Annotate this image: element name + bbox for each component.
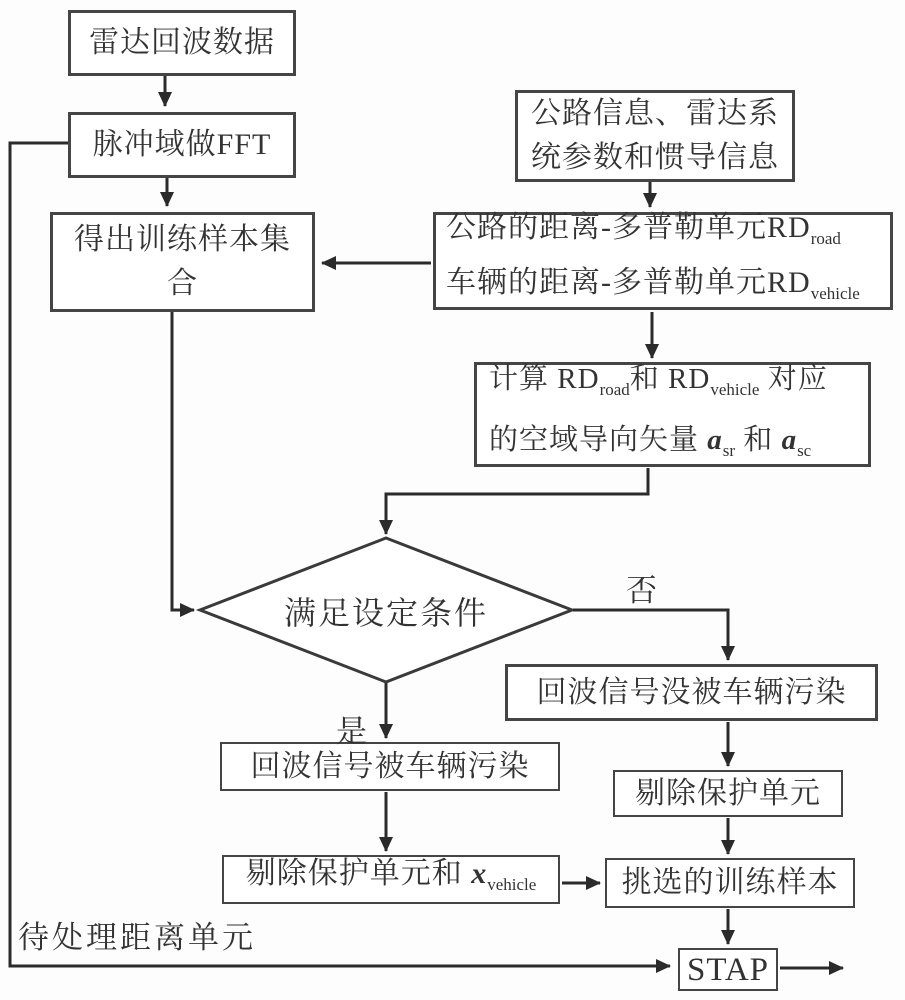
steering-line2: 的空域导向矢量 $a_{sr}$ 和 $a_{sc}$ xyxy=(489,423,812,460)
node-echo-not-polluted xyxy=(505,664,878,721)
node-remove-guard-cells-label: 剔除保护单元 xyxy=(635,776,821,810)
edge-training-set-to-condition xyxy=(172,312,194,610)
steering-line1: 计算 $RD_{road}$和 $RD_{vehicle}$ 对应 xyxy=(489,362,828,399)
node-echo-polluted xyxy=(220,742,560,791)
node-training-sample-set xyxy=(50,212,315,312)
edge-condition-no xyxy=(573,610,728,660)
node-pulse-fft-label: 脉冲域做FFT xyxy=(92,128,272,161)
node-selected-training-samples-label: 挑选的训练样本 xyxy=(621,866,839,899)
node-stap-label: STAP xyxy=(686,951,770,988)
edge-steering-to-condition xyxy=(386,468,648,534)
node-steering-vectors xyxy=(474,362,871,467)
node-radar-echo-data xyxy=(68,10,296,76)
node-remove-guard-cells xyxy=(613,770,843,817)
edge-label-no: 否 xyxy=(626,573,659,608)
node-echo-not-polluted-label: 回波信号没被车辆污染 xyxy=(536,675,847,709)
node-pulse-fft xyxy=(68,112,296,178)
node-range-doppler-cells-text xyxy=(436,206,860,316)
node-echo-polluted-label: 回波信号被车辆污染 xyxy=(250,749,530,783)
node-radar-echo-label: 雷达回波数据 xyxy=(89,26,275,59)
node-range-doppler-cells xyxy=(433,212,893,310)
node-road-radar-ins-info xyxy=(515,90,795,182)
node-remove-guard-and-xvehicle xyxy=(222,855,560,904)
condition-diamond-label: 满足设定条件 xyxy=(283,595,489,631)
rd-vehicle-line: 车辆的距离-多普勒单元$RD_{vehicle}$ xyxy=(446,266,860,303)
pending-range-cells-label: 待处理距离单元 xyxy=(18,920,256,955)
edge-label-yes: 是 xyxy=(336,714,369,749)
node-steering-vectors-text xyxy=(477,354,828,476)
node-road-radar-ins-info-label: 公路信息、雷达系统参数和惯导信息 xyxy=(531,97,779,174)
node-training-sample-set-label: 得出训练样本集合 xyxy=(74,223,291,300)
node-remove-guard-and-xvehicle-text: 剔除保护单元和 $x_{vehicle}$ xyxy=(245,857,537,894)
node-stap xyxy=(678,948,778,991)
node-selected-training-samples xyxy=(605,858,855,908)
rd-road-line: 公路的距离-多普勒单元$RD_{road}$ xyxy=(446,211,841,248)
